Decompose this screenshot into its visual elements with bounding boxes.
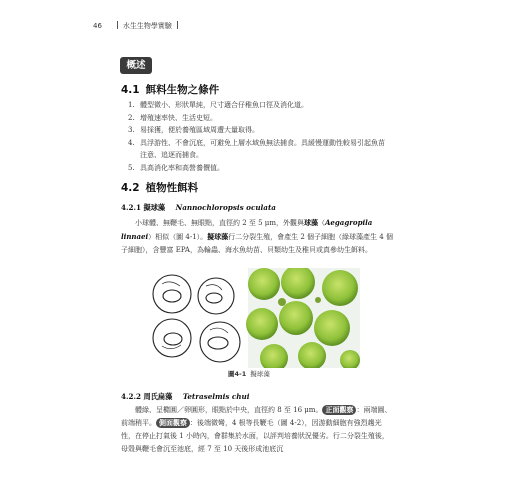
observation-badge: 正面觀察: [322, 405, 356, 415]
heading-4-2-2: 4.2.2 周氏扁藻 Tetraselmis chui: [121, 392, 250, 401]
figure-caption: 圖4-1 擬球藻: [228, 370, 270, 378]
heading-title: 餌料生物之條件: [145, 84, 220, 96]
list-item: 4. 具浮游性、不會沉底，可避免上層水域魚無法捕食。具緩慢運動性較易引起魚苗注意、追逐而捕食。: [128, 138, 385, 160]
running-header: [93, 21, 183, 31]
heading-number: 4.2: [121, 182, 140, 194]
heading-4-2-1: 4.2.1 擬球藻 Nannochloropsis oculata: [121, 203, 276, 212]
line-drawing-cells: [153, 275, 240, 362]
paragraph-tetraselmis: 體綠、呈橢圓／卵圓形，眼點於中央，直徑約 8 至 16 μm。 正面觀察 ：兩端圓、前端稍平。 側面觀察 ：後端微彎，4 根等長鞭毛（圖 4-2），因游動細胞有強烈趨光性，在停止打氣後 1 小時內，會群集於水面，以評判培養狀況優劣。行二分裂生殖後，母殼與鞭毛會沉至池底，經 7 至 10 天後形成池底沉: [121, 405, 392, 453]
list-item: 1. 體型微小、形狀單純，尺寸適合仔稚魚口徑及消化道。: [128, 101, 308, 109]
paragraph-nannochloropsis: 小球體、無鞭毛、無眼點，直徑約 2 至 5 μm，外觀與球藻（Aegagropila linnaei）相似（圖 4-1）。擬球藻行二分裂生殖，會產生 2 個子細胞（綠球藻產生 4 個子細胞），含豐富 EPA，為輪蟲、海水魚幼苗、貝類幼生及稚貝或真參幼生餌料。: [121, 218, 393, 254]
heading-4-2: [121, 180, 198, 195]
heading-4-1: [121, 82, 219, 97]
heading-number: 4.1: [121, 84, 140, 96]
observation-badge: 側面觀察: [156, 418, 190, 428]
micrograph: [246, 268, 360, 368]
book-title: 水生生物學實驗: [122, 22, 172, 30]
heading-title: 植物性餌料: [145, 182, 199, 194]
conditions-list: [128, 99, 388, 175]
algae-illustration: [150, 268, 360, 368]
list-item: 3. 易採獲，便於養殖區域周遭大量取得。: [128, 126, 259, 135]
header-divider: [117, 21, 118, 29]
list-item: 5. 具高消化率和高營養價值。: [128, 163, 224, 172]
figure-4-1: [150, 268, 360, 368]
section-tag: 概述: [120, 57, 152, 74]
page-number: 46: [93, 22, 102, 30]
header-divider: [177, 21, 178, 29]
list-item: 2. 增殖速率快、生活史短。: [128, 113, 217, 122]
